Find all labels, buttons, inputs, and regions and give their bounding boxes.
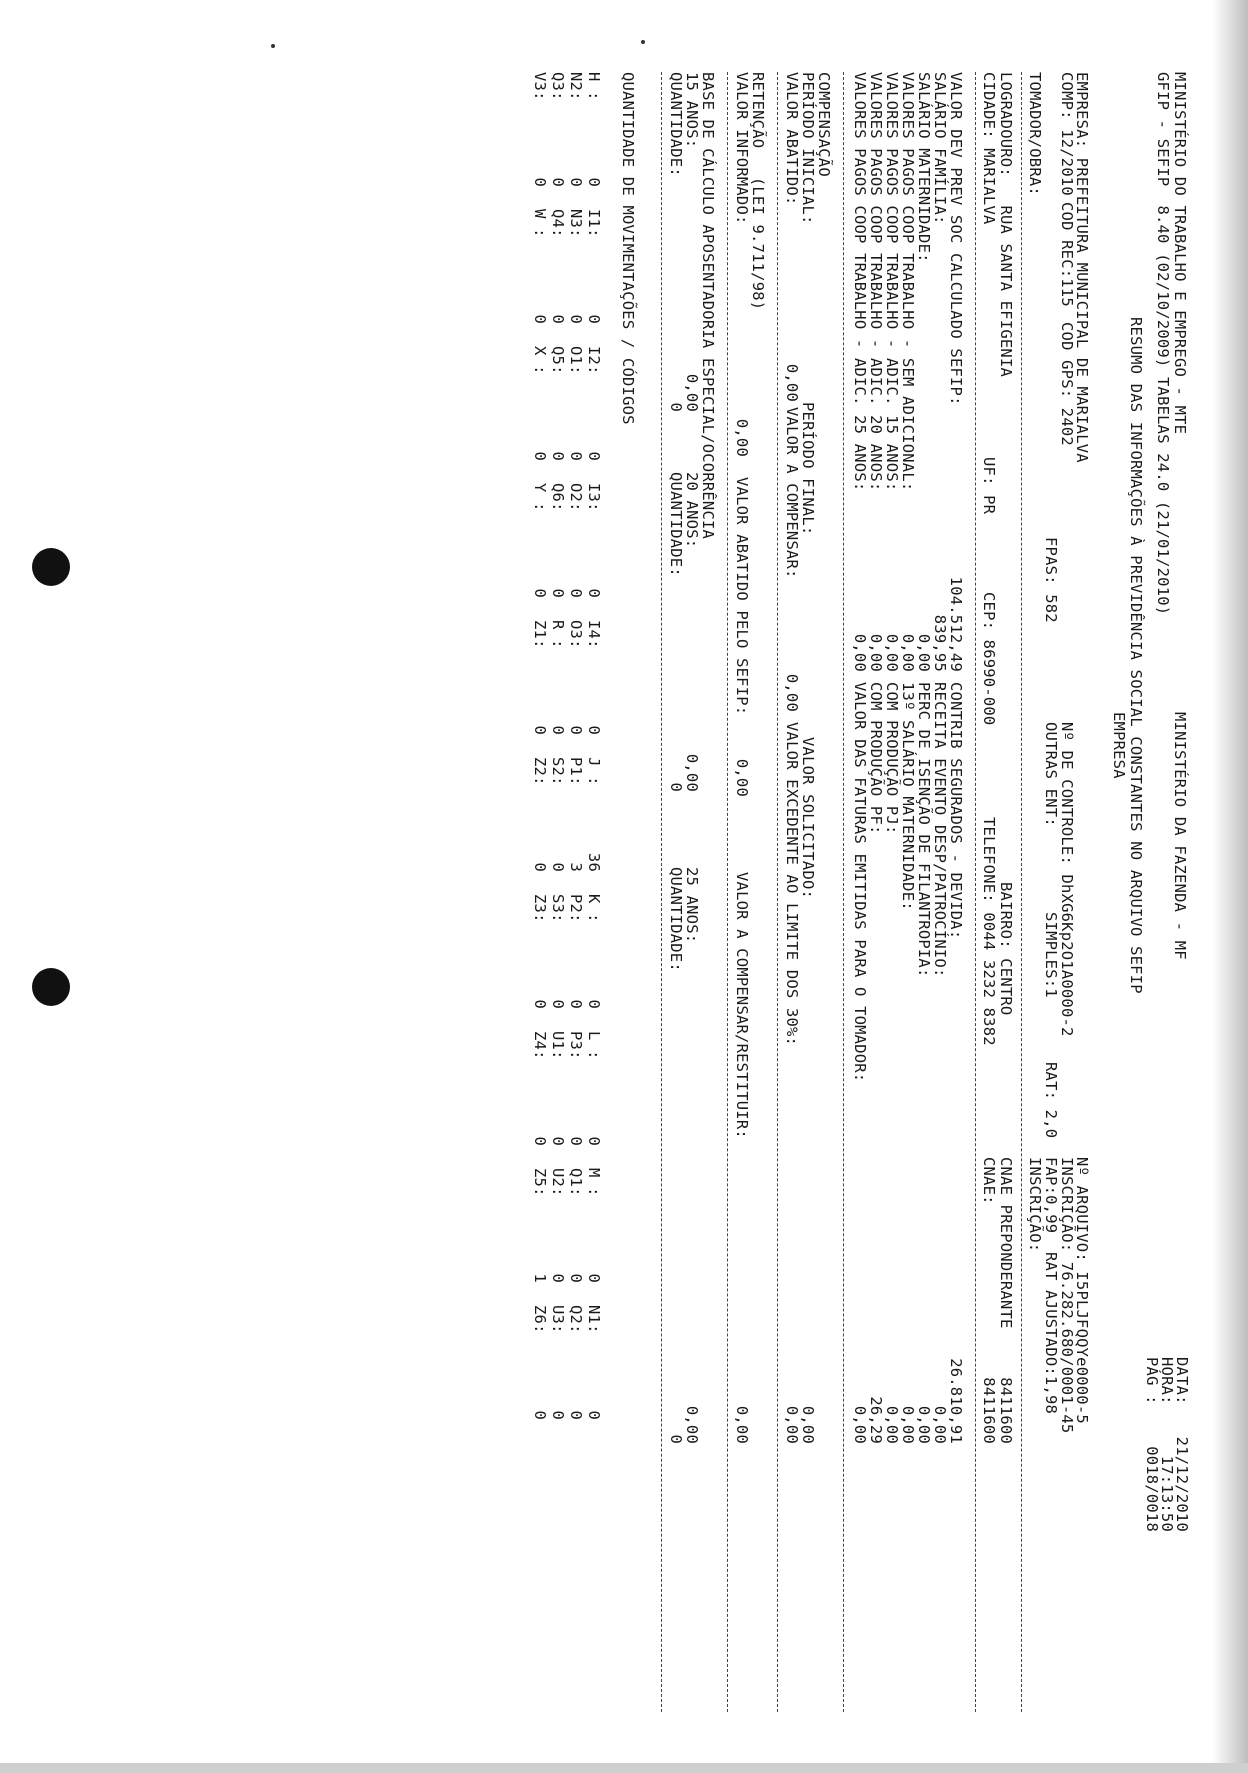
aposentadoria-title: BASE DE CÁLCULO APOSENTADORIA ESPECIAL/OCORRÊNCIA bbox=[699, 72, 717, 540]
separator bbox=[1021, 72, 1022, 1712]
retencao-valor-informado-value: 0,00 bbox=[733, 418, 751, 457]
movimentacao-code-label: O1: bbox=[567, 346, 585, 375]
movimentacao-code-value: 0 bbox=[531, 451, 549, 461]
valor-solicitado-value: 0,00 bbox=[799, 1405, 817, 1444]
valor-abatido-label: VALOR ABATIDO: bbox=[783, 72, 801, 206]
movimentacao-code-value: 0 bbox=[549, 999, 567, 1009]
movimentacao-code-label: I1: bbox=[585, 209, 603, 238]
movimentacao-code-label: N1: bbox=[585, 1305, 603, 1334]
anos15-label: 15 ANOS: bbox=[683, 72, 701, 149]
movimentacao-code-label: Q4: bbox=[549, 209, 567, 238]
cnae-value: 8411600 bbox=[980, 1377, 998, 1444]
cnae-preponderante-label: CNAE PREPONDERANTE bbox=[997, 1157, 1015, 1329]
scan-speck bbox=[271, 44, 275, 48]
periodo-final: PERÍODO FINAL: bbox=[799, 402, 817, 536]
movimentacao-code-label: I2: bbox=[585, 346, 603, 375]
numero-controle: Nº DE CONTROLE: DhXG6Kp2O1A0000-2 bbox=[1058, 722, 1076, 1037]
movimentacao-code-label: N3: bbox=[567, 209, 585, 238]
movimentacao-code-label: S3: bbox=[549, 894, 567, 923]
sal13-value: 0,00 bbox=[899, 1405, 917, 1444]
numero-arquivo: Nº ARQUIVO: I5PLJFQQYe0000-5 bbox=[1073, 1157, 1091, 1424]
movimentacao-code-value: 0 bbox=[549, 1273, 567, 1283]
movimentacao-code-label: U2: bbox=[549, 1168, 567, 1197]
contrib-value: 26.810,91 bbox=[947, 1358, 965, 1444]
fpas: FPAS: 582 bbox=[1042, 537, 1060, 623]
coop20-value: 0,00 bbox=[867, 633, 885, 672]
hora-value: 17:13:50 bbox=[1158, 1455, 1176, 1532]
movimentacao-code-label: Z5: bbox=[531, 1168, 549, 1197]
cnae-label: CNAE: bbox=[980, 1157, 998, 1205]
movimentacao-code-value: 0 bbox=[585, 451, 603, 461]
simples: SIMPLES:1 bbox=[1042, 912, 1060, 998]
valor-excedente-label: VALOR EXCEDENTE AO LIMITE DOS 30%: bbox=[783, 722, 801, 1047]
separator bbox=[777, 72, 778, 1712]
receita-value: 0,00 bbox=[931, 1405, 949, 1444]
separator bbox=[975, 72, 976, 1712]
movimentacao-code-value: 0 bbox=[531, 177, 549, 187]
sefip-report-sheet bbox=[250, 72, 1190, 1752]
coop15-value: 0,00 bbox=[883, 633, 901, 672]
report-title: RESUMO DAS INFORMAÇÕES À PREVIDÊNCIA SOCIAL CONSTANTES NO ARQUIVO SEFIP bbox=[1127, 317, 1145, 994]
logradouro: LOGRADOURO: RUA SANTA EFIGENIA bbox=[997, 72, 1015, 378]
rat-ajustado: RAT AJUSTADO:1,98 bbox=[1042, 1252, 1060, 1415]
movimentacao-code-label: Q3: bbox=[549, 72, 567, 101]
movimentacao-code-label: Z3: bbox=[531, 894, 549, 923]
inscricao: INSCRIÇÃO: 76.282.680/0001-45 bbox=[1058, 1157, 1076, 1434]
prod-pf-value: 26,29 bbox=[867, 1396, 885, 1444]
movimentacao-code-label: R : bbox=[549, 620, 567, 649]
movimentacao-code-value: 0 bbox=[531, 862, 549, 872]
separator bbox=[727, 72, 728, 1712]
movimentacao-code-value: 0 bbox=[549, 177, 567, 187]
movimentacao-code-value: 0 bbox=[585, 725, 603, 735]
retencao-valor-informado-label: VALOR INFORMADO: bbox=[733, 72, 751, 225]
movimentacao-code-label: U1: bbox=[549, 1031, 567, 1060]
coop-sem-label: VALORES PAGOS COOP TRABALHO - SEM ADICIONAL: bbox=[899, 72, 917, 492]
movimentacao-code-label: I4: bbox=[585, 620, 603, 649]
data-value: 21/12/2010 bbox=[1173, 1436, 1191, 1532]
data-label: DATA: bbox=[1173, 1357, 1191, 1405]
coop-sem-value: 0,00 bbox=[899, 633, 917, 672]
cidade: CIDADE: MARIALVA bbox=[980, 72, 998, 225]
movimentacao-code-label: M : bbox=[585, 1168, 603, 1197]
movimentacao-code-label: Q1: bbox=[567, 1168, 585, 1197]
anos20-label: 20 ANOS: bbox=[683, 472, 701, 549]
movimentacao-code-value: 0 bbox=[567, 177, 585, 187]
movimentacao-code-label: P1: bbox=[567, 757, 585, 786]
faturas-value: 0,00 bbox=[851, 1405, 869, 1444]
cod-rec: COD REC:115 bbox=[1058, 202, 1076, 307]
valor-a-compensar-value: 0,00 bbox=[783, 673, 801, 712]
empresa-name: EMPRESA: PREFEITURA MUNICIPAL DE MARIALVA bbox=[1073, 72, 1091, 463]
movimentacao-code-value: 0 bbox=[585, 1273, 603, 1283]
movimentacao-code-value: 0 bbox=[531, 588, 549, 598]
uf: UF: PR bbox=[980, 457, 998, 515]
scan-edge-shadow bbox=[1212, 0, 1248, 1773]
dev-prev-value: 104.512,49 bbox=[947, 576, 965, 672]
cep: CEP: 86990-000 bbox=[980, 592, 998, 726]
valor-solicitado-label: VALOR SOLICITADO: bbox=[799, 737, 817, 900]
sal-mat-value: 0,00 bbox=[915, 633, 933, 672]
movimentacao-code-label: K : bbox=[585, 894, 603, 923]
prod-pj-label: COM PRODUÇÃO PJ: bbox=[883, 682, 901, 835]
coop25-label: VALORES PAGOS COOP TRABALHO - ADIC. 25 ANOS: bbox=[851, 72, 869, 492]
periodo-inicial: PERÍODO INICIAL: bbox=[799, 72, 817, 225]
hora-label: HORA: bbox=[1158, 1357, 1176, 1405]
report-subtitle: EMPRESA bbox=[1110, 712, 1128, 779]
separator bbox=[661, 72, 662, 1712]
movimentacao-code-value: 0 bbox=[549, 1136, 567, 1146]
scan-speck bbox=[641, 40, 645, 44]
movimentacao-code-value: 0 bbox=[567, 314, 585, 324]
movimentacao-code-value: 0 bbox=[549, 314, 567, 324]
movimentacao-code-value: 0 bbox=[585, 314, 603, 324]
movimentacao-code-label: W : bbox=[531, 209, 549, 238]
cnae-preponderante-value: 8411600 bbox=[997, 1377, 1015, 1444]
tomador-obra: TOMADOR/OBRA: bbox=[1026, 72, 1044, 196]
movimentacao-code-label: Q2: bbox=[567, 1305, 585, 1334]
movimentacao-code-value: 0 bbox=[531, 1410, 549, 1420]
punch-hole-bottom bbox=[32, 968, 70, 1006]
retencao-valor-restituir-value: 0,00 bbox=[733, 1405, 751, 1444]
movimentacao-code-value: 0 bbox=[585, 1136, 603, 1146]
separator bbox=[843, 72, 844, 1712]
cod-gps: COD GPS: 2402 bbox=[1058, 322, 1076, 446]
movimentacao-code-value: 0 bbox=[567, 451, 585, 461]
movimentacao-code-value: 0 bbox=[585, 999, 603, 1009]
movimentacao-code-value: 0 bbox=[549, 1410, 567, 1420]
bairro: BAIRRO: CENTRO bbox=[997, 882, 1015, 1016]
movimentacao-code-value: 0 bbox=[531, 314, 549, 324]
movimentacao-code-label: P2: bbox=[567, 894, 585, 923]
rat: RAT: 2,0 bbox=[1042, 1062, 1060, 1139]
fap: FAP:0,99 bbox=[1042, 1157, 1060, 1234]
coop15-label: VALORES PAGOS COOP TRABALHO - ADIC. 15 ANOS: bbox=[883, 72, 901, 492]
telefone: TELEFONE: 0044 3232 8382 bbox=[980, 817, 998, 1046]
prod-pj-value: 0,00 bbox=[883, 1405, 901, 1444]
movimentacao-code-label: J : bbox=[585, 757, 603, 786]
movimentacao-code-value: 0 bbox=[567, 999, 585, 1009]
retencao-valor-abatido-value: 0,00 bbox=[733, 758, 751, 797]
movimentacao-code-label: Z4: bbox=[531, 1031, 549, 1060]
qtd25-value: 0 bbox=[667, 1434, 685, 1444]
movimentacao-code-label: Q5: bbox=[549, 346, 567, 375]
valor-excedente-value: 0,00 bbox=[783, 1405, 801, 1444]
movimentacao-code-value: 0 bbox=[585, 1410, 603, 1420]
movimentacao-code-label: Z6: bbox=[531, 1305, 549, 1334]
valor-a-compensar-label: VALOR A COMPENSAR: bbox=[783, 407, 801, 579]
coop25-value: 0,00 bbox=[851, 633, 869, 672]
compensacao-title: COMPENSAÇÃO bbox=[815, 72, 833, 177]
sefip-version: GFIP - SEFIP 8.40 (02/10/2009) TABELAS 24.0 (21/01/2010) bbox=[1154, 72, 1172, 616]
pag-value: 0018/0018 bbox=[1143, 1446, 1161, 1532]
movimentacao-code-value: 0 bbox=[531, 999, 549, 1009]
coop20-label: VALORES PAGOS COOP TRABALHO - ADIC. 20 ANOS: bbox=[867, 72, 885, 492]
movimentacao-code-label: Q6: bbox=[549, 483, 567, 512]
movimentacao-code-value: 0 bbox=[531, 725, 549, 735]
movimentacao-code-label: I3: bbox=[585, 483, 603, 512]
faturas-label: VALOR DAS FATURAS EMITIDAS PARA O TOMADOR: bbox=[851, 682, 869, 1083]
scan-bottom-edge bbox=[0, 1763, 1248, 1773]
retencao-title: RETENÇÃO (LEI 9.711/98) bbox=[749, 72, 767, 311]
ministry-left: MINISTÉRIO DO TRABALHO E EMPREGO - MTE bbox=[1171, 72, 1189, 435]
movimentacao-code-value: 0 bbox=[549, 451, 567, 461]
anos20-value: 0,00 bbox=[683, 753, 701, 792]
movimentacao-code-label: O2: bbox=[567, 483, 585, 512]
movimentacao-code-value: 0 bbox=[549, 862, 567, 872]
dev-prev-label: VALOR DEV PREV SOC CALCULADO SEFIP: bbox=[947, 72, 965, 406]
movimentacao-code-value: 3 bbox=[567, 862, 585, 872]
movimentacao-code-label: X : bbox=[531, 346, 549, 375]
qtd15-label: QUANTIDADE: bbox=[667, 72, 685, 177]
movimentacao-code-label: O3: bbox=[567, 620, 585, 649]
movimentacoes-title: QUANTIDADE DE MOVIMENTAÇÕES / CÓDIGOS bbox=[619, 72, 637, 425]
anos15-value: 0,00 bbox=[683, 373, 701, 412]
movimentacao-code-value: 0 bbox=[567, 588, 585, 598]
movimentacao-code-value: 0 bbox=[585, 177, 603, 187]
movimentacao-code-label: N2: bbox=[567, 72, 585, 101]
pag-label: PÁG : bbox=[1143, 1357, 1161, 1405]
sal13-label: 13º SALÁRIO MATERNIDADE: bbox=[899, 682, 917, 911]
movimentacao-code-label: P3: bbox=[567, 1031, 585, 1060]
movimentacao-code-value: 0 bbox=[549, 725, 567, 735]
movimentacao-code-value: 0 bbox=[567, 725, 585, 735]
sal-familia-label: SALÁRIO FAMÍLIA: bbox=[931, 72, 949, 225]
movimentacao-code-value: 1 bbox=[531, 1273, 549, 1283]
receita-label: RECEITA EVENTO DESP/PATROCÍNIO: bbox=[931, 682, 949, 978]
movimentacao-code-label: Z1: bbox=[531, 620, 549, 649]
sal-mat-label: SALÁRIO MATERNIDADE: bbox=[915, 72, 933, 263]
movimentacao-code-label: L : bbox=[585, 1031, 603, 1060]
valor-abatido-value: 0,00 bbox=[783, 363, 801, 402]
retencao-valor-abatido-label: VALOR ABATIDO PELO SEFIP: bbox=[733, 477, 751, 716]
qtd15-value: 0 bbox=[667, 402, 685, 412]
perc-label: PERC DE ISENÇÃO DE FILANTROPIA: bbox=[915, 682, 933, 978]
movimentacao-code-value: 0 bbox=[567, 1136, 585, 1146]
qtd25-label: QUANTIDADE: bbox=[667, 867, 685, 972]
anos25-value: 0,00 bbox=[683, 1405, 701, 1444]
movimentacao-code-value: 0 bbox=[567, 1410, 585, 1420]
movimentacao-code-label: V3: bbox=[531, 72, 549, 101]
contrib-label: CONTRIB SEGURADOS - DEVIDA: bbox=[947, 682, 965, 940]
perc-value: 0,00 bbox=[915, 1405, 933, 1444]
sal-familia-value: 839,95 bbox=[931, 614, 949, 672]
inscricao-tomador: INSCRIÇÃO: bbox=[1026, 1157, 1044, 1253]
movimentacao-code-value: 0 bbox=[531, 1136, 549, 1146]
competencia: COMP: 12/2010 bbox=[1058, 72, 1076, 196]
qtd20-label: QUANTIDADE: bbox=[667, 472, 685, 577]
qtd20-value: 0 bbox=[667, 782, 685, 792]
movimentacao-code-value: 0 bbox=[567, 1273, 585, 1283]
movimentacao-code-label: S2: bbox=[549, 757, 567, 786]
retencao-valor-restituir-label: VALOR A COMPENSAR/RESTITUIR: bbox=[733, 872, 751, 1139]
anos25-label: 25 ANOS: bbox=[683, 867, 701, 944]
prod-pf-label: COM PRODUÇÃO PF: bbox=[867, 682, 885, 835]
movimentacao-code-value: 0 bbox=[549, 588, 567, 598]
movimentacao-code-label: U3: bbox=[549, 1305, 567, 1334]
ministry-right: MINISTÉRIO DA FAZENDA - MF bbox=[1171, 712, 1189, 960]
movimentacao-code-label: Z2: bbox=[531, 757, 549, 786]
movimentacao-code-label: Y : bbox=[531, 483, 549, 512]
movimentacao-code-value: 36 bbox=[585, 852, 603, 872]
outras-entidades: OUTRAS ENT: bbox=[1042, 722, 1060, 827]
movimentacao-code-value: 0 bbox=[585, 588, 603, 598]
punch-hole-top bbox=[32, 548, 70, 586]
movimentacao-code-label: H : bbox=[585, 72, 603, 101]
